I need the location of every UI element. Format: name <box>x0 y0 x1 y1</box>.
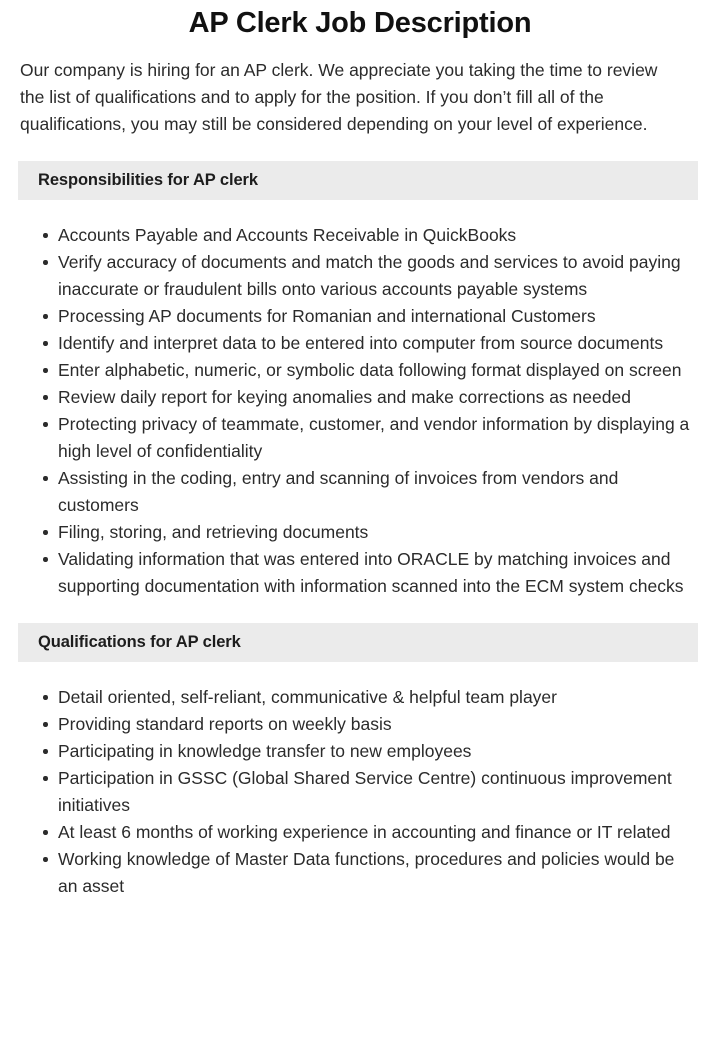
list-item: Assisting in the coding, entry and scanning of invoices from vendors and customers <box>0 465 720 519</box>
section-qualifications <box>0 623 720 900</box>
job-description-page <box>0 5 720 900</box>
section-heading-label: Responsibilities for AP clerk <box>38 171 258 189</box>
list-item: Verify accuracy of documents and match the goods and services to avoid paying inaccurate or fraudulent bills onto various accounts payable systems <box>0 249 720 303</box>
list-item: Protecting privacy of teammate, customer, and vendor information by displaying a high level of confidentiality <box>0 411 720 465</box>
list-item: Filing, storing, and retrieving documents <box>0 519 720 546</box>
list-item: Review daily report for keying anomalies and make corrections as needed <box>0 384 720 411</box>
list-item: Participating in knowledge transfer to new employees <box>0 738 720 765</box>
section-header-responsibilities <box>18 161 698 200</box>
section-header-qualifications <box>18 623 698 662</box>
section-responsibilities <box>0 161 720 600</box>
list-item: Identify and interpret data to be entered into computer from source documents <box>0 330 720 357</box>
list-item: Validating information that was entered into ORACLE by matching invoices and supporting documentation with information scanned into the ECM system checks <box>0 546 720 600</box>
list-item: Processing AP documents for Romanian and international Customers <box>0 303 720 330</box>
section-heading-label: Qualifications for AP clerk <box>38 633 241 651</box>
responsibilities-list <box>0 222 720 600</box>
list-item: Detail oriented, self-reliant, communicative & helpful team player <box>0 684 720 711</box>
list-item: Providing standard reports on weekly basis <box>0 711 720 738</box>
list-item: At least 6 months of working experience in accounting and finance or IT related <box>0 819 720 846</box>
list-item: Participation in GSSC (Global Shared Service Centre) continuous improvement initiatives <box>0 765 720 819</box>
list-item: Enter alphabetic, numeric, or symbolic data following format displayed on screen <box>0 357 720 384</box>
page-title: AP Clerk Job Description <box>188 7 532 39</box>
list-item: Working knowledge of Master Data functions, procedures and policies would be an asset <box>0 846 720 900</box>
list-item: Accounts Payable and Accounts Receivable in QuickBooks <box>0 222 720 249</box>
qualifications-list <box>0 684 720 900</box>
intro-paragraph: Our company is hiring for an AP clerk. We appreciate you taking the time to review the list of qualifications and to apply for the position. If you don’t fill all of the qualifications, you may still be considered depending on your level of experience. <box>20 60 658 134</box>
